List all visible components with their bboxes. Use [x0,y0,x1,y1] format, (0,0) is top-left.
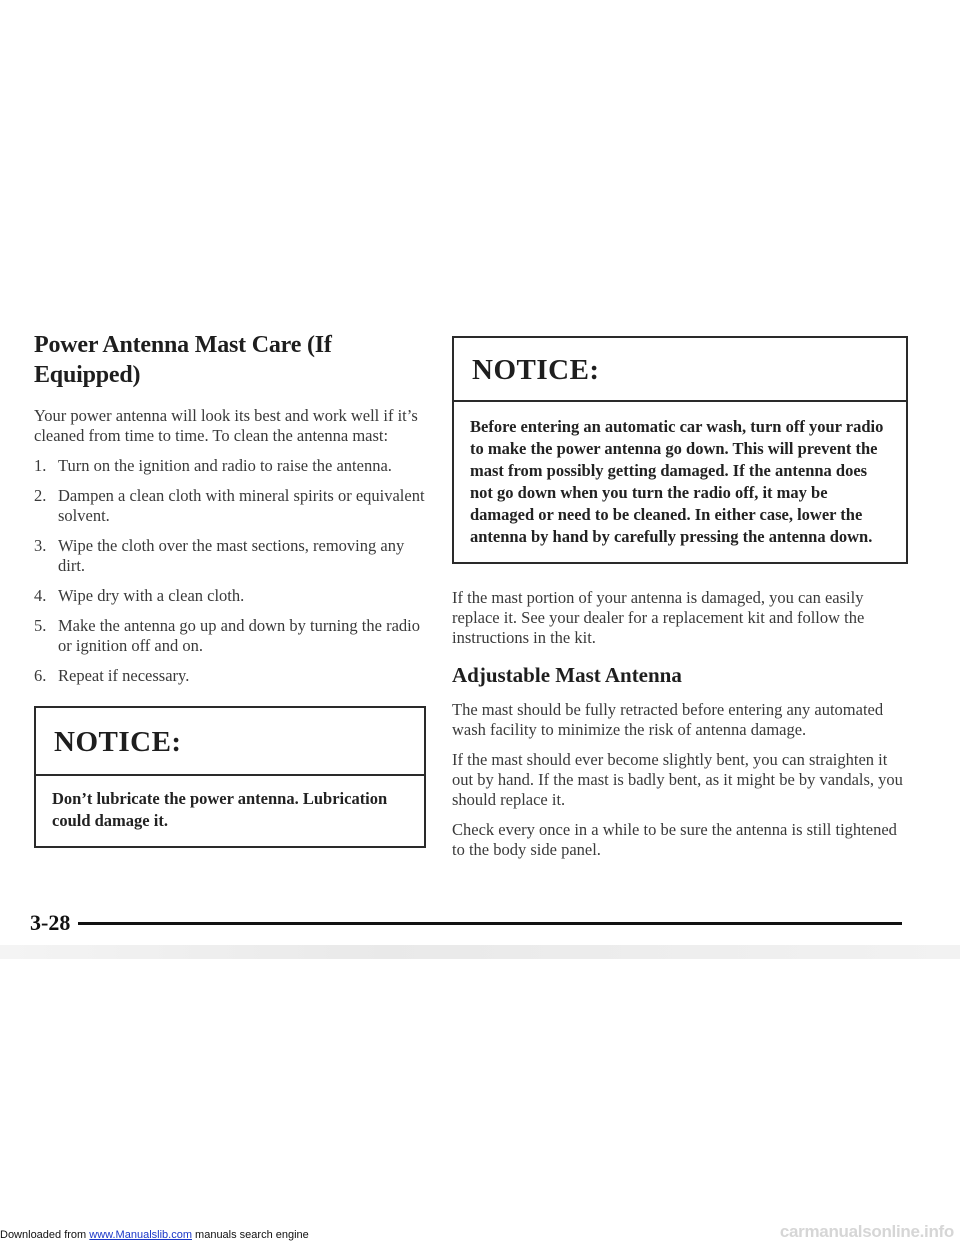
step-number: 3. [34,536,47,555]
page-number: 3-28 [30,910,71,935]
step-number: 4. [34,586,47,605]
notice-body [454,402,906,562]
list-item [34,666,426,686]
notice-text: Don’t lubricate the power antenna. Lubrication could damage it. [52,789,388,830]
replacement-paragraph: If the mast portion of your antenna is damaged, you can easily replace it. See your dealer for a replacement kit and follow the instructions in the kit. [452,588,865,647]
tighten-paragraph: Check every once in a while to be sure the antenna is still tightened to the body side panel. [452,820,897,859]
notice-box-lubrication [34,706,426,848]
scan-artifact [0,945,960,959]
step-text: Turn on the ignition and radio to raise the antenna. [58,456,392,475]
download-caption [0,1228,309,1242]
page-footer [30,908,902,938]
list-item [34,456,426,476]
notice-text: Before entering an automatic car wash, turn off your radio to make the power antenna go down. This will prevent the mast from possibly getting damaged. If the antenna does not go down when you turn the radio off, it may be damaged or need to be cleaned. In either case, lower the antenna by hand by carefully pressing the antenna down. [470,417,884,546]
list-item [34,486,426,526]
footer-rule [78,922,902,925]
step-number: 5. [34,616,47,635]
step-text: Repeat if necessary. [58,666,190,685]
notice-heading: NOTICE: [36,708,424,776]
step-text: Dampen a clean cloth with mineral spirits or equivalent solvent. [58,486,425,525]
step-text: Wipe the cloth over the mast sections, removing any dirt. [58,536,405,575]
notice-body [36,776,424,846]
step-number: 1. [34,456,47,475]
list-item [34,536,426,576]
step-number: 6. [34,666,47,685]
cleaning-steps-list [34,456,426,686]
notice-heading: NOTICE: [454,338,906,402]
list-item [34,616,426,656]
bent-mast-paragraph: If the mast should ever become slightly bent, you can straighten it out by hand. If the mast is badly bent, as it might be by vandals, you should replace it. [452,750,903,809]
step-text: Make the antenna go up and down by turning the radio or ignition off and on. [58,616,420,655]
step-number: 2. [34,486,47,505]
right-column-text [452,588,908,860]
right-column [452,336,908,870]
download-prefix: Downloaded from [0,1229,90,1241]
subsection-title: Adjustable Mast Antenna [452,663,682,687]
list-item [34,586,426,606]
manualslib-link[interactable]: www.Manualslib.com [89,1229,192,1241]
notice-box-car-wash [452,336,908,564]
watermark-logo: carmanualsonline.info [779,1222,954,1241]
step-text: Wipe dry with a clean cloth. [58,586,245,605]
retract-paragraph: The mast should be fully retracted before entering any automated wash facility to minimize the risk of antenna damage. [452,700,884,739]
left-column [34,330,426,848]
download-suffix: manuals search engine [191,1229,309,1241]
section-title: Power Antenna Mast Care (If Equipped) [34,332,332,388]
intro-paragraph: Your power antenna will look its best and work well if it’s cleaned from time to time. To clean the antenna mast: [34,406,418,445]
